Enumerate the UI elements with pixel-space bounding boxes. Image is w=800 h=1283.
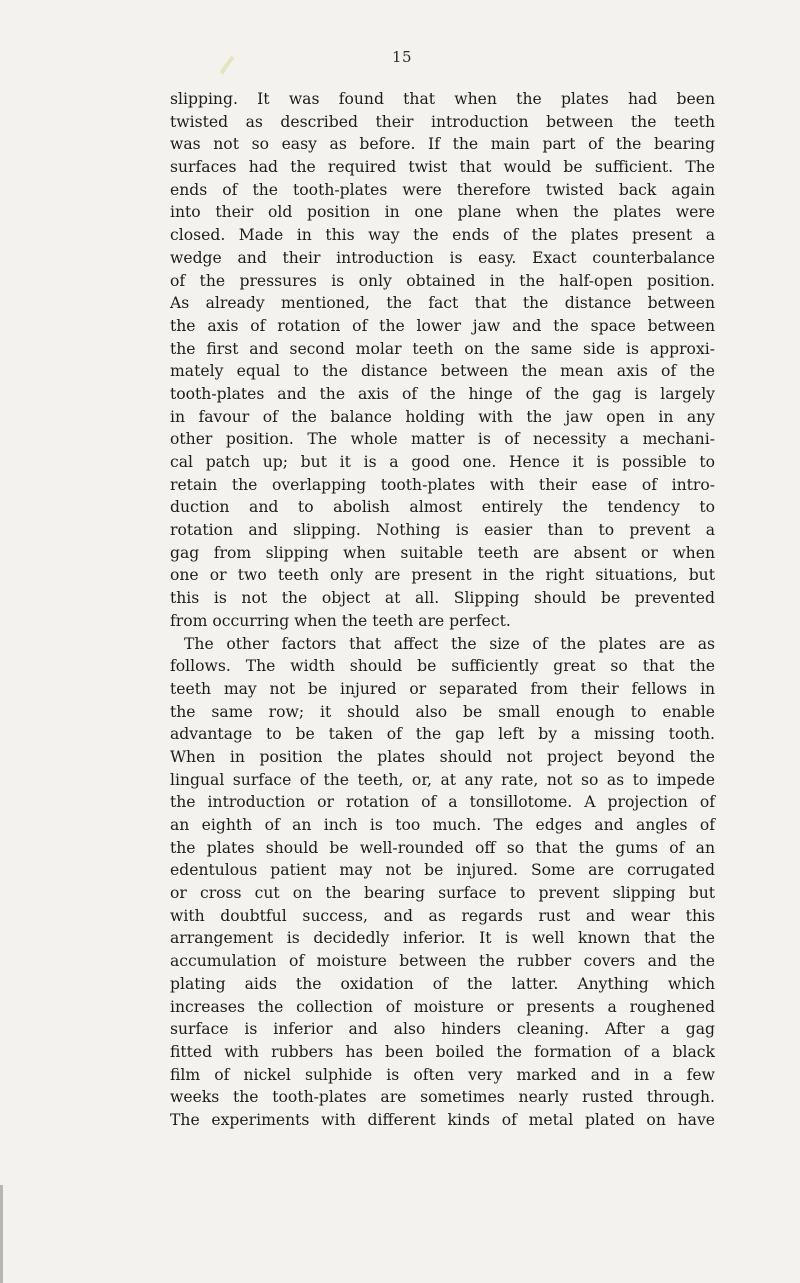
text-line: duction and to abolish almost entirely the tendency to — [170, 498, 715, 517]
text-line: ends of the tooth-plates were therefore twisted back again — [170, 180, 715, 199]
text-line: weeks the tooth-plates are sometimes nearly rusted through. — [170, 1088, 715, 1107]
text-line: gag from slipping when suitable teeth are absent or when — [170, 543, 715, 562]
text-line: rotation and slipping. Nothing is easier than to prevent a — [170, 521, 715, 540]
text-line: follows. The width should be sufficiently great so that the — [170, 657, 715, 676]
text-line: the introduction or rotation of a tonsillotome. A projection of — [170, 793, 715, 812]
text-line: edentulous patient may not be injured. Some are corrugated — [170, 861, 715, 880]
text-line: or cross cut on the bearing surface to prevent slipping but — [170, 884, 715, 903]
text-line: the axis of rotation of the lower jaw and the space between — [170, 316, 715, 335]
text-line: one or two teeth only are present in the right situations, but — [170, 566, 715, 585]
text-line: lingual surface of the teeth, or, at any rate, not so as to impede — [170, 770, 715, 789]
text-line: When in position the plates should not project beyond the — [170, 747, 715, 766]
page-number: 15 — [391, 48, 413, 66]
body-text — [170, 88, 715, 1132]
text-line: As already mentioned, the fact that the distance between — [170, 294, 715, 313]
text-line: surfaces had the required twist that would be sufficient. The — [170, 158, 715, 177]
text-line: advantage to be taken of the gap left by a missing tooth. — [170, 725, 715, 744]
text-line: the same row; it should also be small enough to enable — [170, 702, 715, 721]
text-line: wedge and their introduction is easy. Exact counterbalance — [170, 248, 715, 267]
text-line: the first and second molar teeth on the same side is approxi- — [170, 339, 715, 358]
text-line: fitted with rubbers has been boiled the formation of a black — [170, 1042, 715, 1061]
text-line: arrangement is decidedly inferior. It is well known that the — [170, 929, 715, 948]
text-line: mately equal to the distance between the mean axis of the — [170, 362, 715, 381]
text-line: of the pressures is only obtained in the half-open position. — [170, 271, 715, 290]
text-line: with doubtful success, and as regards rust and wear this — [170, 906, 715, 925]
text-line: was not so easy as before. If the main part of the bearing — [170, 135, 715, 154]
page-edge-shadow — [0, 1185, 3, 1283]
text-line: closed. Made in this way the ends of the plates present a — [170, 226, 715, 245]
text-line: other position. The whole matter is of necessity a mechani- — [170, 430, 715, 449]
text-line: The experiments with different kinds of metal plated on have — [170, 1110, 715, 1129]
text-line: accumulation of moisture between the rubber covers and the — [170, 952, 715, 971]
text-line: the plates should be well-rounded off so that the gums of an — [170, 838, 715, 857]
text-line: an eighth of an inch is too much. The edges and angles of — [170, 816, 715, 834]
text-line: tooth-plates and the axis of the hinge of the gag is largely — [170, 384, 715, 403]
text-line: teeth may not be injured or separated from their fellows in — [170, 679, 715, 698]
text-line: cal patch up; but it is a good one. Hence it is possible to — [170, 453, 715, 471]
text-line: increases the collection of moisture or presents a roughened — [170, 997, 715, 1016]
text-line: plating aids the oxidation of the latter. Anything which — [170, 974, 715, 993]
text-line: twisted as described their introduction between the teeth — [170, 112, 715, 131]
text-line: retain the overlapping tooth-plates with their ease of intro- — [170, 475, 715, 494]
text-line: surface is inferior and also hinders cleaning. After a gag — [170, 1020, 715, 1039]
text-line: this is not the object at all. Slipping should be prevented — [170, 589, 715, 608]
text-line: from occurring when the teeth are perfect. — [170, 611, 511, 630]
text-line: in favour of the balance holding with the jaw open in any — [170, 407, 715, 426]
text-line: The other factors that affect the size of the plates are as — [184, 634, 715, 653]
paper-mark — [220, 56, 235, 75]
text-line: into their old position in one plane when the plates were — [170, 203, 715, 222]
text-line: film of nickel sulphide is often very marked and in a few — [170, 1065, 715, 1084]
text-line: slipping. It was found that when the plates had been — [170, 90, 715, 108]
